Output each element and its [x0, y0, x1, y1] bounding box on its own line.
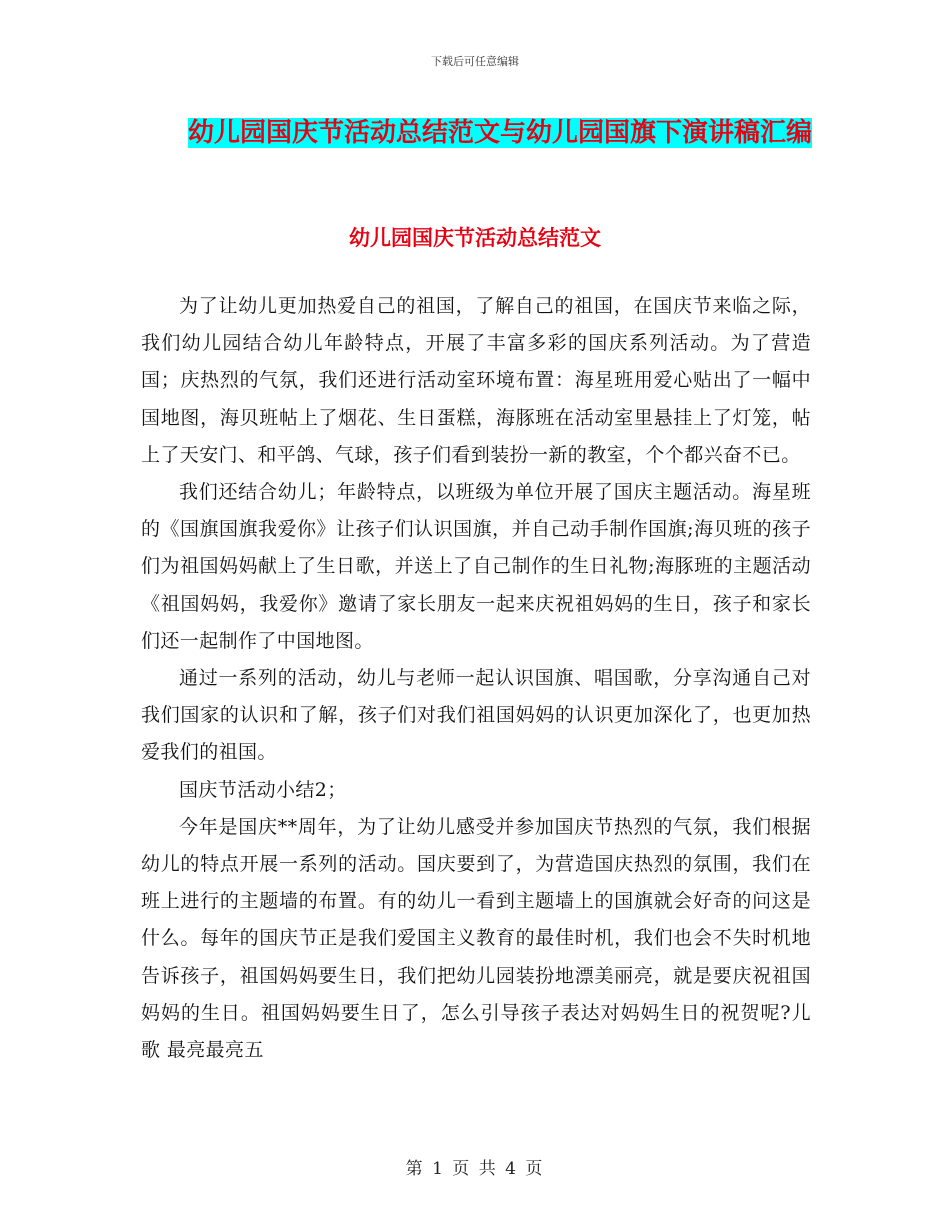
document-body [141, 288, 811, 1069]
paragraph-3: 通过一系列的活动，幼儿与老师一起认识国旗、唱国歌，分享沟通自己对我们国家的认识和了解，孩子们对我们祖国妈妈的认识更加深化了，也更加热爱我们的祖国。 [141, 667, 811, 764]
paragraph-2: 我们还结合幼儿；年龄特点，以班级为单位开展了国庆主题活动。海星班的《国旗国旗我爱你》让孩子们认识国旗，并自己动手制作国旗;海贝班的孩子们为祖国妈妈献上了生日歌，并送上了自己制作的生日礼物;海豚班的主题活动《祖国妈妈，我爱你》邀请了家长朋友一起来庆祝祖妈妈的生日，孩子和家长们还一起制作了中国地图。 [141, 481, 811, 652]
document-title-text: 幼儿园国庆节活动总结范文与幼儿园国旗下演讲稿汇编 [187, 118, 812, 148]
document-title [140, 110, 860, 156]
paragraph-1: 为了让幼儿更加热爱自己的祖国，了解自己的祖国，在国庆节来临之际，我们幼儿园结合幼儿年龄特点，开展了丰富多彩的国庆系列活动。为了营造国；庆热烈的气氛，我们还进行活动室环境布置：海星班用爱心贴出了一幅中国地图，海贝班帖上了烟花、生日蛋糕，海豚班在活动室里悬挂上了灯笼，帖上了天安门、和平鸽、气球，孩子们看到装扮一新的教室，个个都兴奋不已。 [141, 295, 811, 466]
paragraph-5: 今年是国庆**周年，为了让幼儿感受并参加国庆节热烈的气氛，我们根据幼儿的特点开展一系列的活动。国庆要到了，为营造国庆热烈的氛围，我们在班上进行的主题墙的布置。有的幼儿一看到主题墙上的国旗就会好奇的问这是什么。每年的国庆节正是我们爱国主义教育的最佳时机，我们也会不失时机地告诉孩子，祖国妈妈要生日，我们把幼儿园装扮地漂美丽亮，就是要庆祝祖国妈妈的生日。祖国妈妈要生日了，怎么引导孩子表达对妈妈生日的祝贺呢?儿歌 最亮最亮五 [141, 815, 811, 1062]
paragraph-4: 国庆节活动小结2； [179, 778, 347, 801]
page-footer: 第 1 页 共 4 页 [405, 1159, 545, 1179]
header-note: 下载后可任意编辑 [431, 55, 519, 68]
section-title: 幼儿园国庆节活动总结范文 [349, 226, 601, 250]
